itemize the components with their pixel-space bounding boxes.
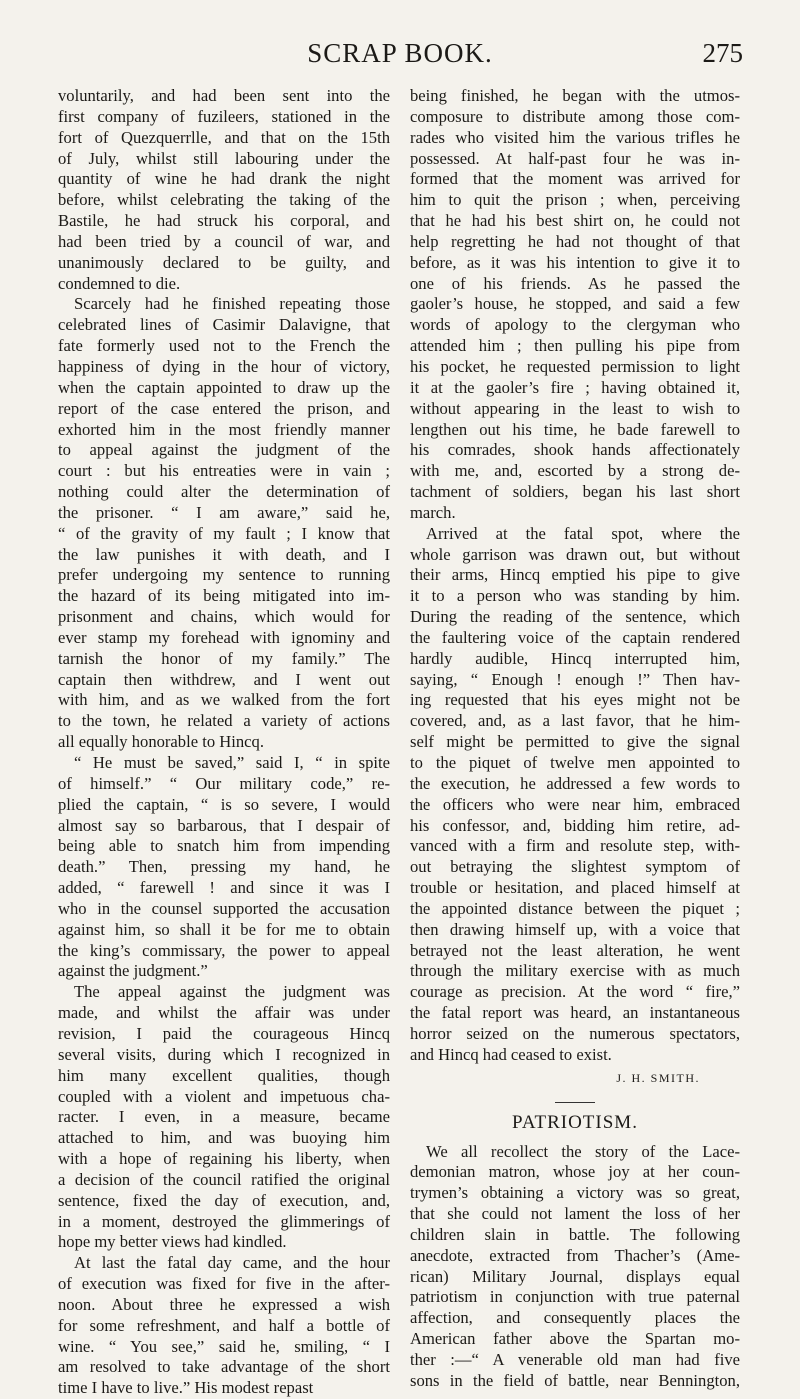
- text-line: court : but his entreaties were in vain ;: [58, 461, 390, 481]
- text-line: nothing could alter the determination of: [58, 482, 390, 502]
- text-line: rades who visited him the various trifles he: [410, 127, 740, 147]
- text-line: of July, whilst still labouring under the: [58, 148, 390, 168]
- text-line: trymen’s obtaining a victory was so great,: [410, 1183, 740, 1203]
- text-line: affection, and consequently places the: [410, 1308, 740, 1328]
- text-line: patriotism in conjunction with true paternal: [410, 1287, 740, 1307]
- text-line: the prisoner. “ I am aware,” said he,: [58, 502, 390, 522]
- text-line: exhorted him in the most friendly manner: [58, 419, 390, 439]
- text-line: of execution was fixed for five in the after-: [58, 1274, 390, 1294]
- text-line: first company of fuzileers, stationed in the: [58, 106, 390, 126]
- text-line: trouble or hesitation, and placed himself at: [410, 878, 740, 898]
- text-line: wine. “ You see,” said he, smiling, “ I: [58, 1336, 390, 1356]
- text-line: before, as it was his intention to give it to: [410, 252, 740, 272]
- text-line: with a hope of regaining his liberty, when: [58, 1149, 390, 1169]
- text-line: captain then withdrew, and I went out: [58, 669, 390, 689]
- text-line: with me, and, escorted by a strong de-: [410, 461, 740, 481]
- text-line: fate formerly used not to the French the: [58, 336, 390, 356]
- text-line: being able to snatch him from impending: [58, 836, 390, 856]
- text-line: During the reading of the sentence, which: [410, 607, 740, 627]
- text-line: added, “ farewell ! and since it was I: [58, 878, 390, 898]
- text-line: without appearing in the least to wish to: [410, 398, 740, 418]
- text-line: in a moment, destroyed the glimmerings of: [58, 1211, 390, 1231]
- text-line: racter. I even, in a measure, became: [58, 1107, 390, 1127]
- text-line: then drawing himself up, with a voice that: [410, 919, 740, 939]
- text-line: coupled with a violent and impetuous cha-: [58, 1086, 390, 1106]
- text-line: courage as precision. At the word “ fire,”: [410, 982, 740, 1002]
- text-line: against him, so shall it be for me to obtain: [58, 919, 390, 939]
- text-line: gaoler’s house, he stopped, and said a few: [410, 294, 740, 314]
- text-line: all equally honorable to Hincq.: [58, 732, 264, 752]
- text-line: attached to him, and was buoying him: [58, 1128, 390, 1148]
- text-line: the execution, he addressed a few words to: [410, 773, 740, 793]
- section-title-patriotism: PATRIOTISM.: [512, 1111, 638, 1133]
- text-line: time I have to live.” His modest repast: [58, 1378, 314, 1398]
- text-line: happiness of dying in the hour of victory,: [58, 356, 390, 376]
- text-line: Scarcely had he finished repeating those: [74, 294, 390, 314]
- text-line: voluntarily, and had been sent into the: [58, 86, 390, 105]
- text-line: for some refreshment, and half a bottle of: [58, 1315, 390, 1335]
- patriotism-text: [410, 1142, 740, 1392]
- text-line: At last the fatal day came, and the hour: [74, 1253, 390, 1273]
- text-line: of himself.” “ Our military code,” re-: [58, 773, 390, 793]
- text-line: march.: [410, 502, 456, 522]
- text-line: betrayed not the least alteration, he went: [410, 940, 740, 960]
- text-line: Arrived at the fatal spot, where the: [426, 523, 740, 543]
- running-title: SCRAP BOOK.: [307, 38, 493, 68]
- text-line: the law punishes it with death, and I: [58, 544, 390, 564]
- text-line: hardly audible, Hincq interrupted him,: [410, 648, 740, 668]
- text-line: We all recollect the story of the Lace-: [426, 1141, 740, 1161]
- text-line: tachment of soldiers, began his last short: [410, 482, 740, 502]
- text-line: saying, “ Enough ! enough !” Then hav-: [410, 669, 740, 689]
- text-line: attended him ; then pulling his pipe from: [410, 336, 740, 356]
- text-line: him many excellent qualities, though: [58, 1065, 390, 1085]
- text-line: noon. About three he expressed a wish: [58, 1294, 390, 1314]
- text-line: the appointed distance between the piquet ;: [410, 898, 740, 918]
- text-line: to appeal against the judgment of the: [58, 440, 390, 460]
- text-line: plied the captain, “ is so severe, I would: [58, 794, 390, 814]
- text-line: against the judgment.”: [58, 961, 208, 981]
- text-line: through the military exercise with as much: [410, 961, 740, 981]
- text-line: fort of Quezquerrlle, and that on the 15th: [58, 127, 390, 147]
- text-line: and Hincq had ceased to exist.: [410, 1044, 612, 1064]
- text-line: report of the case entered the prison, and: [58, 398, 390, 418]
- text-line: help regretting he had not thought of that: [410, 231, 740, 251]
- text-line: prefer undergoing my sentence to running: [58, 565, 390, 585]
- text-line: composure to distribute among those com-: [410, 106, 740, 126]
- text-line: tarnish the honor of my family.” The: [58, 648, 390, 668]
- text-line: the faultering voice of the captain rendered: [410, 627, 740, 647]
- text-line: ing requested that his eyes might not be: [410, 690, 740, 710]
- text-line: the king’s commissary, the power to appeal: [58, 940, 390, 960]
- text-line: ther :—“ A venerable old man had five: [410, 1349, 740, 1369]
- left-column: [58, 86, 390, 1399]
- text-line: Bastile, he had struck his corporal, and: [58, 211, 390, 231]
- text-line: unanimously declared to be guilty, and: [58, 252, 390, 272]
- text-line: before, whilst celebrating the taking of the: [58, 190, 390, 210]
- text-line: that she could not lament the loss of her: [410, 1204, 740, 1224]
- text-line: who in the counsel supported the accusation: [58, 898, 390, 918]
- text-line: it to a person who was standing by him.: [410, 586, 740, 606]
- text-line: “ of the gravity of my fault ; I know that: [58, 523, 390, 543]
- text-line: the fatal report was heard, an instantaneous: [410, 1003, 740, 1023]
- text-line: to the piquet of twelve men appointed to: [410, 753, 740, 772]
- page-header: [0, 38, 800, 70]
- text-line: that he had his best shirt on, he could not: [410, 211, 740, 231]
- section-divider: [555, 1102, 595, 1103]
- page-number: 275: [702, 38, 743, 68]
- text-line: am resolved to take advantage of the short: [58, 1357, 390, 1377]
- text-line: almost say so barbarous, that I despair of: [58, 815, 390, 835]
- text-line: several visits, during which I recognized in: [58, 1044, 390, 1064]
- text-line: sentence, fixed the day of execution, and,: [58, 1190, 390, 1210]
- text-line: celebrated lines of Casimir Dalavigne, that: [58, 315, 390, 335]
- text-line: out betraying the slightest symptom of: [410, 857, 740, 877]
- text-line: ever stamp my forehead with ignominy and: [58, 627, 390, 647]
- text-line: with him, and as we walked from the fort: [58, 690, 390, 710]
- text-line: being finished, he began with the utmos-: [410, 86, 740, 105]
- text-line: a decision of the council ratified the original: [58, 1169, 390, 1189]
- text-line: condemned to die.: [58, 273, 181, 293]
- text-line: children slain in battle. The following: [410, 1224, 740, 1244]
- text-line: prisonment and chains, which would for: [58, 607, 390, 627]
- right-column: [410, 86, 740, 1392]
- text-line: his pocket, he requested permission to light: [410, 356, 740, 376]
- author-signature: J. H. SMITH.: [616, 1070, 700, 1085]
- text-line: self might be permitted to give the signal: [410, 732, 740, 752]
- text-line: words of apology to the clergyman who: [410, 315, 740, 335]
- text-line: revision, I paid the courageous Hincq: [58, 1023, 390, 1043]
- text-line: his confessor, and, bidding him retire, ad-: [410, 815, 740, 835]
- text-line: horror seized on the numerous spectators,: [410, 1023, 740, 1043]
- text-line: possessed. At half-past four he was in-: [410, 148, 740, 168]
- text-line: covered, and, as a last favor, that he him-: [410, 711, 740, 731]
- text-line: “ He must be saved,” said I, “ in spite: [74, 753, 390, 772]
- text-line: his comrades, shook hands affectionately: [410, 440, 740, 460]
- text-line: made, and whilst the affair was under: [58, 1003, 390, 1023]
- text-line: to the town, he related a variety of actions: [58, 711, 390, 731]
- text-line: quantity of wine he had drank the night: [58, 169, 390, 189]
- text-line: when the captain appointed to draw up the: [58, 377, 390, 397]
- text-line: hope my better views had kindled.: [58, 1232, 287, 1252]
- text-line: their arms, Hincq emptied his pipe to give: [410, 565, 740, 585]
- text-line: American father above the Spartan mo-: [410, 1329, 740, 1349]
- text-line: the hazard of its being mitigated into im-: [58, 586, 390, 606]
- text-line: the officers who were near him, embraced: [410, 794, 740, 814]
- text-line: lengthen out his time, he bade farewell to: [410, 419, 740, 439]
- text-line: one of his friends. As he passed the: [410, 273, 740, 293]
- text-line: rican) Military Journal, displays equal: [410, 1266, 740, 1286]
- text-line: The appeal against the judgment was: [74, 982, 390, 1002]
- text-line: it at the gaoler’s fire ; having obtained it,: [410, 377, 740, 397]
- text-line: anecdote, extracted from Thacher’s (Ame-: [410, 1245, 740, 1265]
- right-column-lines: [410, 86, 740, 1066]
- text-line: sons in the field of battle, near Bennington,: [410, 1370, 740, 1390]
- text-line: death.” Then, pressing my hand, he: [58, 857, 390, 877]
- text-line: whole garrison was drawn out, but without: [410, 544, 740, 564]
- text-line: vanced with a firm and resolute step, with-: [410, 836, 740, 856]
- text-line: formed that the moment was arrived for: [410, 169, 740, 189]
- text-line: him to quit the prison ; when, perceiving: [410, 190, 740, 210]
- text-line: demonian matron, whose joy at her coun-: [410, 1162, 740, 1182]
- text-line: had been tried by a council of war, and: [58, 231, 390, 251]
